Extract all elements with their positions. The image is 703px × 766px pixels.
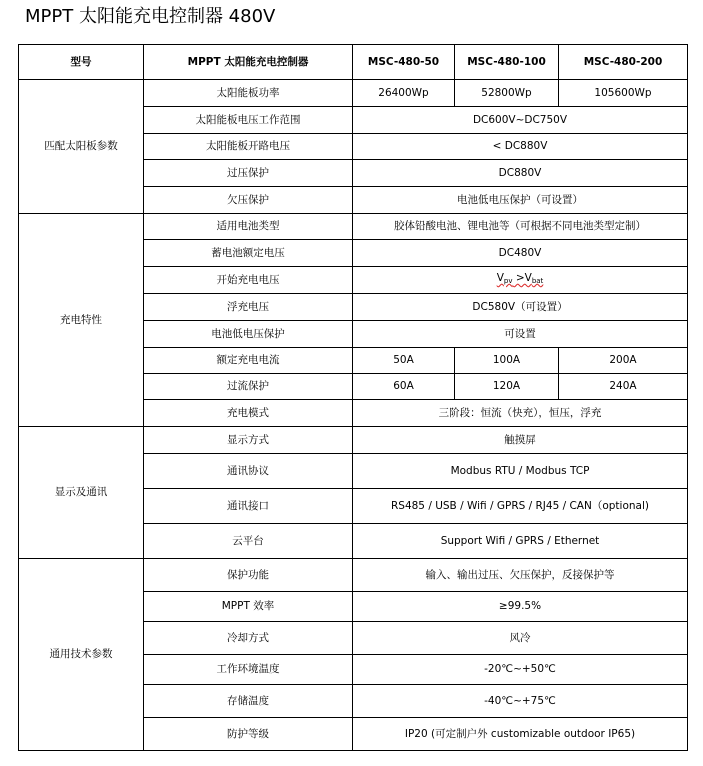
row-label: 云平台	[144, 524, 353, 559]
row-label: 过压保护	[144, 160, 353, 187]
row-value: Support Wifi / GPRS / Ethernet	[353, 524, 688, 559]
row-label: 太阳能板功率	[144, 80, 353, 107]
row-value: 240A	[559, 374, 688, 400]
row-label: 工作环境温度	[144, 655, 353, 685]
row-value: 200A	[559, 348, 688, 374]
row-value: 100A	[455, 348, 559, 374]
row-label: 开始充电电压	[144, 267, 353, 294]
row-label: 保护功能	[144, 559, 353, 592]
row-value: 52800Wp	[455, 80, 559, 107]
row-label: 充电模式	[144, 400, 353, 427]
row-label: 防护等级	[144, 718, 353, 751]
row-label: 蓄电池额定电压	[144, 240, 353, 267]
row-label: 太阳能板开路电压	[144, 134, 353, 160]
row-value: 可设置	[353, 321, 688, 348]
row-label: 电池低电压保护	[144, 321, 353, 348]
row-value: 胶体铅酸电池、锂电池等（可根据不同电池类型定制）	[353, 214, 688, 240]
group-display: 显示及通讯	[19, 427, 144, 559]
model-3: MSC-480-200	[559, 45, 688, 80]
row-value: 26400Wp	[353, 80, 455, 107]
start-voltage-sub1: pv	[503, 277, 513, 285]
product-label: MPPT 太阳能充电控制器	[144, 45, 353, 80]
row-value: ≥99.5%	[353, 592, 688, 622]
group-general: 通用技术参数	[19, 559, 144, 751]
row-value: 风冷	[353, 622, 688, 655]
row-label: 欠压保护	[144, 187, 353, 214]
row-label: 太阳能板电压工作范围	[144, 107, 353, 134]
table-row	[19, 214, 688, 240]
header-row	[19, 45, 688, 80]
group-charging: 充电特性	[19, 214, 144, 427]
row-label: 额定充电电流	[144, 348, 353, 374]
row-value: 105600Wp	[559, 80, 688, 107]
row-value: 输入、输出过压、欠压保护，反接保护等	[353, 559, 688, 592]
row-label: 通讯协议	[144, 454, 353, 489]
start-voltage-value	[353, 267, 688, 294]
row-value: RS485 / USB / Wifi / GPRS / RJ45 / CAN（optional)	[353, 489, 688, 524]
row-label: 冷却方式	[144, 622, 353, 655]
start-voltage-gt: >V	[512, 272, 532, 284]
row-value: 120A	[455, 374, 559, 400]
model-2: MSC-480-100	[455, 45, 559, 80]
row-label: MPPT 效率	[144, 592, 353, 622]
model-1: MSC-480-50	[353, 45, 455, 80]
row-value: DC600V~DC750V	[353, 107, 688, 134]
page-title: MPPT 太阳能充电控制器 480V	[25, 6, 276, 27]
row-value: DC580V（可设置）	[353, 294, 688, 321]
model-label: 型号	[19, 45, 144, 80]
row-value: DC480V	[353, 240, 688, 267]
row-value: < DC880V	[353, 134, 688, 160]
row-value: 50A	[353, 348, 455, 374]
row-value: -40℃~+75℃	[353, 685, 688, 718]
row-label: 适用电池类型	[144, 214, 353, 240]
start-voltage-v1: V	[496, 272, 504, 284]
row-label: 通讯接口	[144, 489, 353, 524]
group-solar: 匹配太阳板参数	[19, 80, 144, 214]
row-label: 浮充电压	[144, 294, 353, 321]
row-value: IP20 (可定制户外 customizable outdoor IP65)	[353, 718, 688, 751]
row-value: 60A	[353, 374, 455, 400]
row-value: DC880V	[353, 160, 688, 187]
row-value: 电池低电压保护（可设置）	[353, 187, 688, 214]
spec-table	[18, 44, 688, 751]
row-value: -20℃~+50℃	[353, 655, 688, 685]
row-value: 触摸屏	[353, 427, 688, 454]
row-label: 存储温度	[144, 685, 353, 718]
row-value: Modbus RTU / Modbus TCP	[353, 454, 688, 489]
table-row	[19, 559, 688, 592]
table-row	[19, 427, 688, 454]
row-value: 三阶段：恒流（快充），恒压，浮充	[353, 400, 688, 427]
row-label: 过流保护	[144, 374, 353, 400]
row-label: 显示方式	[144, 427, 353, 454]
table-row	[19, 80, 688, 107]
start-voltage-sub2: bat	[531, 277, 544, 285]
